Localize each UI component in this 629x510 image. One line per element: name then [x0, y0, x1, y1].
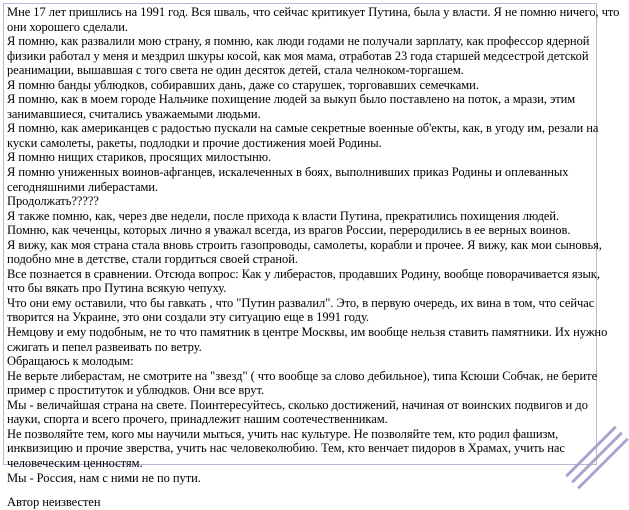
text-line: Я помню униженных воинов-афганцев, искалеченных в боях, выполнивших приказ Родины и оплеванных [7, 165, 569, 180]
text-line: Обращаюсь к молодым: [7, 354, 134, 369]
text-line: сжигать и пепел развеивать по ветру. [7, 339, 202, 354]
text-line: Не верьте либерастам, не смотрите на "звезд" ( что вообще за слово дебильное), типа Ксюши Собчак, не берите [7, 368, 598, 383]
author-signature: Автор неизвестен [7, 495, 101, 510]
document-text [7, 5, 620, 510]
text-line: Все познается в сравнении. Отсюда вопрос: Как у либерастов, продавших Родину, вообще поворачивается язык, [7, 266, 600, 281]
text-line: занимавшиеся, считались уважаемыми людьми. [7, 106, 261, 121]
text-line: они хорошего сделали. [7, 19, 128, 34]
text-line: реанимации, вышавшая с того света не один десяток детей, стала челноком-торгашем. [7, 63, 464, 78]
text-line: Что они ему оставили, что бы гавкать , что "Путин развалил". Это, в первую очередь, их вина в том, что сейчас [7, 295, 595, 310]
text-line: Мы - величайшая страна на свете. Поинтересуйтесь, сколько достижений, начиная от воинских подвигов и до [7, 397, 588, 412]
text-line: Я помню, как развалили мою страну, я помню, как люди годами не получали зарплату, как профессор ядерной [7, 34, 590, 49]
text-line: Я помню нищих стариков, просящих милостыню. [7, 150, 272, 165]
text-line: что бы вякать про Путина всякую чепуху. [7, 281, 227, 296]
text-line: Не позволяйте тем, кого мы научили мыться, учить нас культуре. Не позволяйте тем, кто родил фашизм, [7, 426, 559, 441]
text-line: Помню, как чеченцы, которых лично я уважал всегда, из врагов России, переродились в ее верных воинов. [7, 223, 571, 238]
text-line: Я вижу, как моя страна стала вновь строить газопроводы, самолеты, корабли и прочее. Я вижу, как мои сыновья, [7, 237, 602, 252]
text-line: Продолжать????? [7, 194, 99, 209]
text-line: физики работал у меня и мездрил шкуры косой, как моя мама, отработав 23 года старшей медсестрой детской [7, 48, 589, 63]
text-line: Мне 17 лет пришлись на 1991 год. Вся шваль, что сейчас критикует Путина, была у власти. Я не помню ничего, что [7, 5, 620, 19]
text-line: инквизицию и прочие зверства, учить нас человеколюбию. Тем, кто венчает пидоров в Храмах, учить нас [7, 441, 565, 456]
text-line: Я помню, как в моем городе Нальчике похищение людей за выкуп было поставлено на поток, а мрази, этим [7, 92, 576, 107]
text-line: творится на Украине, это они создали эту ситуацию еще в 1991 году. [7, 310, 369, 325]
text-line: Я помню, как американцев с радостью пускали на самые секретные военные об'екты, как, в угоду им, резали на [7, 121, 599, 136]
text-line: Немцову и ему подобным, не то что памятник в центре Москвы, им вообще нельзя ставить памятники. Их нужно [7, 325, 608, 340]
text-line: Мы - Россия, нам с ними не по пути. [7, 470, 201, 485]
text-line: пример с проституток и ублюдков. Они все врут. [7, 383, 265, 398]
text-line: Я помню банды ублюдков, собиравших дань, даже со старушек, торговавших семечками. [7, 77, 479, 92]
text-line: куски самолеты, ракеты, подлодки и прочие достижения моей Родины. [7, 135, 382, 150]
text-line: подобно мне в детстве, стали гордиться своей страной. [7, 252, 298, 267]
text-line: сегодняшними либерастами. [7, 179, 159, 194]
text-line: науки, спорта и всего прочего, принадлежит нашим соотечественникам. [7, 412, 388, 427]
text-line: человеческим ценностям. [7, 455, 143, 470]
text-line: Я также помню, как, через две недели, после прихода к власти Путина, прекратились похищения людей. [7, 208, 560, 223]
document-body [7, 5, 620, 485]
